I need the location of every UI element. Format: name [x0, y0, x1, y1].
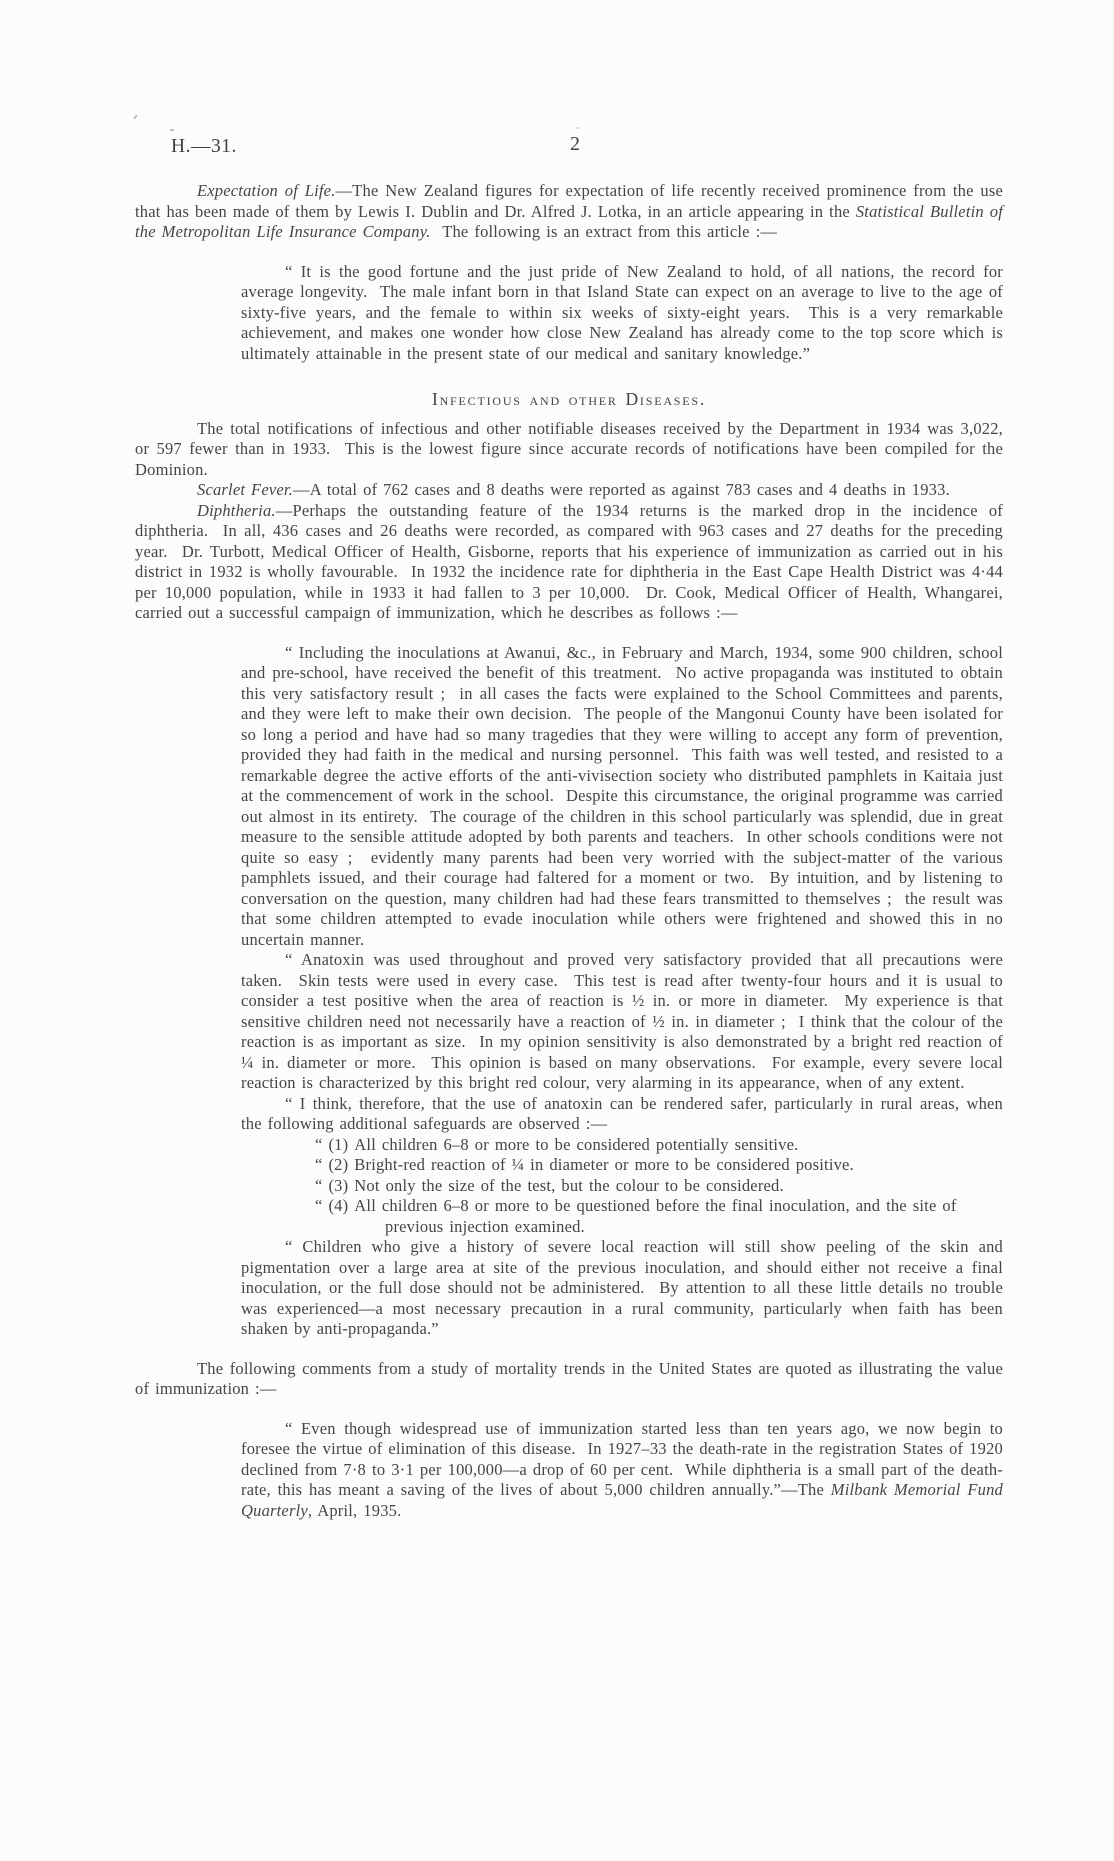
list-item-text: All children 6–8 or more to be considered potentially sensitive. — [354, 1134, 799, 1154]
paragraph-expectation-of-life — [135, 181, 1009, 243]
scan-speck — [133, 114, 138, 119]
page-number: 2 — [570, 133, 580, 155]
paragraph-text: —The New Zealand figures for expectation of life recently received prominence from the use that has been made of them by Lewis I. Dublin and Dr. Alfred J. Lotka, in an article appearing in the — [135, 181, 1009, 221]
quote-text: “ Even though widespread use of immunization started less than ten years ago, we now begin to foresee the virtue of elimination of this disease. In 1927–33 the death-rate in the registration States of 1920 declined from 7·8 to 3·1 per 100,000—a drop of 60 per cent. While diphtheria is a small part of the death-rate, this has meant a saving of the lives of about 5,000 children annually.”—The — [241, 1418, 1009, 1499]
paragraph-scarlet-fever — [135, 480, 1003, 501]
quote-paragraph: “ It is the good fortune and the just pride of New Zealand to hold, of all nations, the record for average longevity. The male infant born in that Island State can expect on an average to live to the age of sixty-five years, and the female to within six weeks of sixty-eight years. This is a very remarkable achievement, and makes one wonder how close New Zealand has already come to the top score which is ultimately attainable in the present state of our medical and sanitary knowledge.” — [241, 261, 1009, 363]
list-item-text: All children 6–8 or more to be questioned before the final inoculation, and the site of previous injection examined. — [354, 1196, 957, 1236]
journal-title-italic: Statistical Bulletin of the Metropolitan Life Insurance Company. — [135, 201, 1009, 241]
list-item — [315, 1196, 1003, 1237]
document-reference: H.—31. — [171, 136, 237, 157]
list-item — [315, 1135, 1003, 1156]
quote-paragraph — [241, 1418, 1009, 1522]
list-item — [315, 1176, 1003, 1197]
page-body — [135, 181, 1009, 1540]
quote-paragraph: “ Anatoxin was used throughout and proved very satisfactory provided that all precautions were taken. Skin tests were used in every case. This test is read after twenty-four hours and it is usual to consider a test positive when the area of reaction is ½ in. or more in diameter. My experience is that sensitive children need not necessarily have a reaction of ½ in. in diameter ; I think that the colour of the reaction is as important as size. In my opinion sensitivity is also demonstrated by a bright red reaction of ¼ in. diameter or more. This opinion is based on many observations. For example, every severe local reaction is characterized by this bright red colour, very alarming in its appearance, when of any extent. — [241, 950, 1009, 1092]
safeguards-list — [241, 1135, 1003, 1238]
quote-paragraph: “ Children who give a history of severe local reaction will still show peeling of the skin and pigmentation over a large area at site of the previous inoculation, and should either not receive a final inoculation, or the full dose should not be administered. By attention to all these little details no trouble was experienced—a most necessary precaution in a rural community, particularly when faith has been shaken by anti-propaganda.” — [241, 1237, 1009, 1338]
quote-milbank — [241, 1418, 1009, 1522]
list-item-number: “ (2) — [315, 1155, 349, 1174]
quote-paragraph: “ I think, therefore, that the use of anatoxin can be rendered safer, particularly in rural areas, when the following additional safeguards are observed :— — [241, 1093, 1009, 1133]
paragraph-us-mortality: The following comments from a study of mortality trends in the United States are quoted as illustrating the value of immunization :— — [135, 1358, 1009, 1398]
paragraph-notifications: The total notifications of infectious and other notifiable diseases received by the Department in 1934 was 3,022, or 597 fewer than in 1933. This is the lowest figure since accurate records of notifications have been compiled for the Dominion. — [135, 418, 1009, 479]
quote-text: , April, 1935. — [307, 1500, 402, 1520]
list-item-text: Bright-red reaction of ¼ in diameter or more to be considered positive. — [354, 1155, 854, 1174]
list-item-number: “ (3) — [315, 1175, 349, 1195]
quote-expectation-extract — [241, 261, 1009, 365]
scan-speck — [576, 127, 579, 129]
list-item — [315, 1155, 1003, 1176]
section-heading-infectious-diseases: Infectious and other Diseases. — [431, 389, 707, 409]
paragraph-lead-italic: Scarlet Fever. — [197, 480, 294, 499]
paragraph-lead-italic: Diphtheria. — [197, 500, 276, 520]
paragraph-lead-italic: Expectation of Life. — [197, 181, 336, 200]
list-item-text: Not only the size of the test, but the colour to be considered. — [354, 1175, 784, 1195]
quote-cook-immunization — [241, 642, 1009, 1340]
list-item-number: “ (1) — [315, 1134, 349, 1154]
paragraph-text: The following is an extract from this article :— — [430, 222, 778, 241]
quote-paragraph: “ Including the inoculations at Awanui, &c., in February and March, 1934, some 900 children, school and pre-school, have received the benefit of this treatment. No active propaganda was instituted to obtain this very satisfactory result ; in all cases the facts were explained to the School Committees and parents, and they were left to make their own decision. The people of the Mangonui County have been isolated for so long a period and have had so many tragedies that they were willing to accept any form of prevention, provided they had faith in the medical and nursing personnel. This faith was well tested, and resisted to a remarkable degree the active efforts of the anti-vivisection society who distributed pamphlets in Kaitaia just at the commencement of work in the school. Despite this circumstance, the original programme was carried out almost in its entirety. The courage of the children in this school particularly was splendid, due in great measure to the sensible attitude adopted by both parents and teachers. In other schools conditions were not quite so easy ; evidently many parents had been very worried with the subject-matter of the various pamphlets issued, and their courage had faltered for a moment or two. By intuition, and by listening to conversation on the question, many children had had these fears transmitted to themselves ; the result was that some children attempted to evade inoculation while others were frightened and showed this in no uncertain manner. — [241, 642, 1009, 949]
source-title-italic: Milbank Memorial Fund Quarterly — [241, 1480, 1009, 1520]
paragraph-text: —Perhaps the outstanding feature of the 1934 returns is the marked drop in the incidence of diphtheria. In all, 436 cases and 26 deaths were recorded, as compared with 963 cases and 27 deaths for the preceding year. Dr. Turbott, Medical Officer of Health, Gisborne, reports that his experience of immunization as carried out in his district in 1932 is wholly favourable. In 1932 the incidence rate for diphtheria in the East Cape Health District was 4·44 per 10,000 population, while in 1933 it had fallen to 3 per 10,000. Dr. Cook, Medical Officer of Health, Whangarei, carried out a successful campaign of immunization, which he describes as follows :— — [135, 500, 1009, 622]
paragraph-text: —A total of 762 cases and 8 deaths were reported as against 783 cases and 4 deaths in 1933. — [293, 480, 950, 499]
paragraph-diphtheria — [135, 500, 1009, 624]
list-item-number: “ (4) — [315, 1196, 349, 1215]
scan-speck — [170, 129, 174, 131]
